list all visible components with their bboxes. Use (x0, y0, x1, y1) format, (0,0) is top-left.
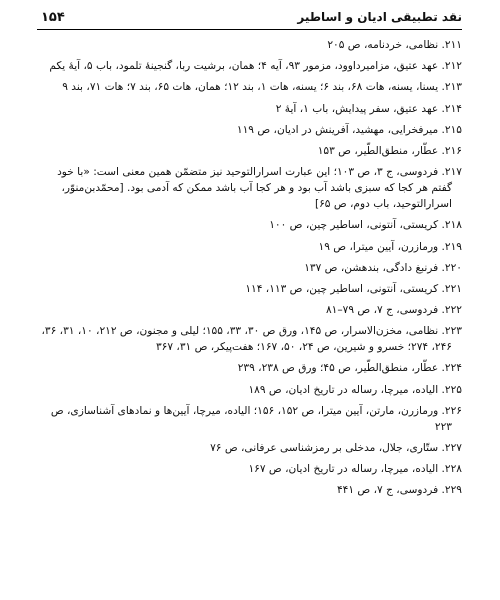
endnote-228: ۲۲۸. الیاده، میرچا، رساله در تاریخ ادیان، ص ۱۶۷ (248, 463, 462, 476)
endnote-229: ۲۲۹. فردوسی، ج ۷، ص ۴۴۱ (336, 484, 462, 497)
endnote-216: ۲۱۶. عطّار، منطق‌الطّیر، ص ۱۵۳ (317, 144, 462, 157)
endnote-225: ۲۲۵. الیاده، میرچا، رساله در تاریخ ادیان، ص ۱۸۹ (248, 383, 462, 396)
endnote-221: ۲۲۱. کریستی، آنتونی، اساطیر چین، ص ۱۱۳، ۱۱۴ (245, 282, 462, 295)
endnote-220: ۲۲۰. فرنبغ دادگی، بندهشن، ص ۱۳۷ (304, 261, 462, 274)
endnote-219: ۲۱۹. ورمازرن، آیین میترا، ص ۱۹ (318, 240, 462, 253)
page-header (37, 9, 462, 30)
endnote-222: ۲۲۲. فردوسی، ج ۷، ص ۷۹–۸۱ (325, 304, 462, 317)
endnote-223: ۲۲۳. نظامی، مخزن‌الاسرار، ص ۱۴۵، ورق ص ۳۰، ۳۳، ۱۵۵؛ لیلی و مجنون، ص ۲۱۲، ۱۰، ۳۱، ۳۶، ۲۴۶، ۲۷۴؛ خسرو و شیرین، ص ۲۴، ۵۰، ۱۶۷؛ هفت‌پیکر، ص ۳۱، ۳۶۷ (41, 325, 462, 354)
endnote-227: ۲۲۷. ستّاری، جلال، مدخلی بر رمزشناسی عرفانی، ص ۷۶ (210, 442, 462, 454)
endnote-218: ۲۱۸. کریستی، آنتونی، اساطیر چین، ص ۱۰۰ (269, 219, 462, 232)
endnote-226: ۲۲۶. ورمازرن، مارتن، آیین میترا، ص ۱۵۲، ۱۵۶؛ الیاده، میرچا، آیین‌ها و نمادهای آشناسازی، ص ۲۲۳ (50, 404, 462, 433)
endnote-212: ۲۱۲. عهد عتیق، مزامیرداوود، مزمور ۹۳، آیه ۴؛ همان، برشیت ربا، گنجینهٔ تلمود، باب ۵، آیهٔ یکم (49, 60, 462, 73)
endnote-213: ۲۱۳. یسنا، یسنه، هات ۶۸، بند ۶؛ یسنه، هات ۱، بند ۱۲؛ همان، هات ۶۵، بند ۷؛ هات ۷۱، بند ۹ (62, 81, 462, 94)
endnote-211: ۲۱۱. نظامی، خردنامه، ص ۲۰۵ (327, 39, 462, 51)
endnote-224: ۲۲۴. عطّار، منطق‌الطّیر، ص ۴۵؛ ورق ص ۲۳۸، ۲۳۹ (237, 362, 462, 375)
running-title: نقد تطبیقی ادیان و اساطیر (297, 10, 462, 24)
endnotes-list (38, 37, 462, 504)
page-number: ۱۵۴ (41, 10, 65, 25)
endnote-214: ۲۱۴. عهد عتیق، سفر پیدایش، باب ۱، آیهٔ ۲ (275, 102, 462, 115)
endnote-217: ۲۱۷. فردوسی، ج ۳، ص ۱۰۳؛ این عبارت اسرارالتوحید نیز متضمّن همین معنی است: «با خود گفتم هر کجا که سبزی باشد آب بود و هر کجا آب باشد ممکن که آدمی بود. [محمّدبن‌منوّر، اسرارالتوحید، باب دوم، ص ۶۵] (57, 166, 462, 211)
endnote-215: ۲۱۵. میرفخرایی، مهشید، آفرینش در ادیان، ص ۱۱۹ (236, 123, 462, 136)
